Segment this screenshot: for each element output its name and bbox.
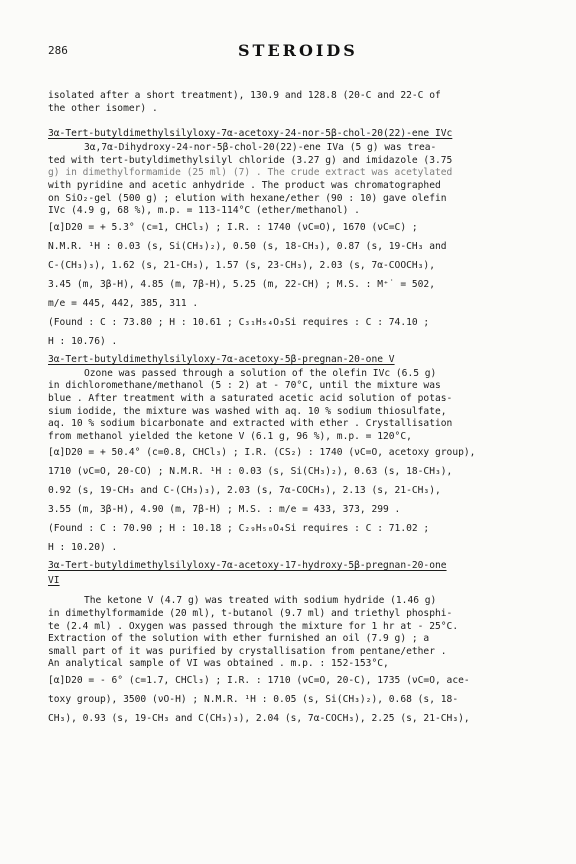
- text-line: small part of it was purified by crystallisation from pentane/ether .: [48, 645, 447, 657]
- text-line: isolated after a short treatment), 130.9 and 128.8 (20-C and 22-C of: [48, 90, 441, 101]
- text-line: (Found : C : 70.90 ; H : 10.18 ; C₂₉H₅₀O₄Si requires : C : 71.02 ;: [48, 523, 430, 535]
- text-line: N.M.R. ¹H : 0.03 (s, Si(CH₃)₂), 0.50 (s, 18-CH₃), 0.87 (s, 19-CH₃ and: [48, 240, 447, 252]
- text-line: ted with tert-butyldimethylsilyl chloride (3.27 g) and imidazole (3.75: [48, 154, 453, 166]
- text-line: the other isomer) .: [48, 102, 158, 114]
- text-line: (Found : C : 73.80 ; H : 10.61 ; C₃₁H₅₄O₃Si requires : C : 74.10 ;: [48, 316, 430, 328]
- section-heading: 3α-Tert-butyldimethylsilyloxy-7α-acetoxy-17-hydroxy-5β-pregnan-20-one: [48, 560, 447, 572]
- text-line: sium iodide, the mixture was washed with aq. 10 % sodium thiosulfate,: [48, 405, 447, 417]
- text-line: aq. 10 % sodium bicarbonate and extracted with ether . Crystallisation: [48, 418, 453, 430]
- text-line: m/e = 445, 442, 385, 311 .: [48, 297, 199, 309]
- section-heading: VI: [48, 575, 60, 587]
- text-line: blue . After treatment with a saturated acetic acid solution of potas-: [48, 392, 453, 404]
- text-line: CH₃), 0.93 (s, 19-CH₃ and C(CH₃)₃), 2.04 (s, 7α-COCH₃), 2.25 (s, 21-CH₃),: [48, 712, 470, 724]
- text-line: [α]D20 = + 50.4° (c=0.8, CHCl₃) ; I.R. (CS₂) : 1740 (νC=O, acetoxy group),: [48, 447, 476, 459]
- text-line: in dimethylformamide (20 ml), t-butanol (9.7 ml) and triethyl phosphi-: [48, 607, 453, 619]
- text-line: 0.92 (s, 19-CH₃ and C-(CH₃)₃), 2.03 (s, 7α-COCH₃), 2.13 (s, 21-CH₃),: [48, 485, 441, 497]
- text-line: toxy group), 3500 (νO-H) ; N.M.R. ¹H : 0.05 (s, Si(CH₃)₂), 0.68 (s, 18-: [48, 693, 459, 705]
- text-line: te (2.4 ml) . Oxygen was passed through the mixture for 1 hr at - 25°C.: [48, 620, 459, 632]
- text-line: from methanol yielded the ketone V (6.1 g, 96 %), m.p. = 120°C,: [48, 430, 412, 442]
- article-body: [48, 90, 538, 728]
- section-heading: 3α-Tert-butyldimethylsilyloxy-7α-acetoxy-24-nor-5β-chol-20(22)-ene IVc: [48, 128, 453, 140]
- text-line: Extraction of the solution with ether furnished an oil (7.9 g) ; a: [48, 633, 430, 645]
- text-line: IVc (4.9 g, 68 %), m.p. = 113-114°C (ether/methanol) .: [48, 205, 360, 217]
- text-line: [48, 115, 538, 125]
- text-line: [α]D20 = + 5.3° (c=1, CHCl₃) ; I.R. : 1740 (νC=O), 1670 (νC=C) ;: [48, 221, 418, 233]
- running-head: STEROIDS: [238, 41, 358, 60]
- text-line: [α]D20 = - 6° (c=1.7, CHCl₃) ; I.R. : 1710 (νC=O, 20-C), 1735 (νC=O, ace-: [48, 674, 470, 686]
- text-line: An analytical sample of VI was obtained . m.p. : 152-153°C,: [48, 658, 389, 670]
- page-number: 286: [48, 44, 68, 57]
- text-line: The ketone V (4.7 g) was treated with sodium hydride (1.46 g): [84, 595, 437, 607]
- text-line: 3α,7α-Dihydroxy-24-nor-5β-chol-20(22)-ene IVa (5 g) was trea-: [84, 142, 437, 154]
- text-line: 1710 (νC=O, 20-CO) ; N.M.R. ¹H : 0.03 (s, Si(CH₃)₂), 0.63 (s, 18-CH₃),: [48, 466, 453, 478]
- text-line: H : 10.76) .: [48, 335, 118, 347]
- text-line: 3.55 (m, 3β-H), 4.90 (m, 7β-H) ; M.S. : m/e = 433, 373, 299 .: [48, 504, 401, 516]
- text-line: with pyridine and acetic anhydride . The product was chromatographed: [48, 179, 441, 191]
- text-line: H : 10.20) .: [48, 542, 118, 554]
- text-line: C-(CH₃)₃), 1.62 (s, 21-CH₃), 1.57 (s, 23-CH₃), 2.03 (s, 7α-COOCH₃),: [48, 259, 435, 271]
- text-line: in dichloromethane/methanol (5 : 2) at - 70°C, until the mixture was: [48, 380, 441, 392]
- text-line: 3.45 (m, 3β-H), 4.85 (m, 7β-H), 5.25 (m, 22-CH) ; M.S. : M⁺˙ = 502,: [48, 278, 435, 290]
- text-line: on SiO₂-gel (500 g) ; elution with hexane/ether (90 : 10) gave olefin: [48, 192, 447, 204]
- text-line: Ozone was passed through a solution of the olefin IVc (6.5 g): [84, 367, 437, 379]
- text-line: g) in dimethylformamide (25 ml) (7) . The crude extract was acetylated: [48, 167, 453, 179]
- section-heading: 3α-Tert-butyldimethylsilyloxy-7α-acetoxy-5β-pregnan-20-one V: [48, 353, 395, 365]
